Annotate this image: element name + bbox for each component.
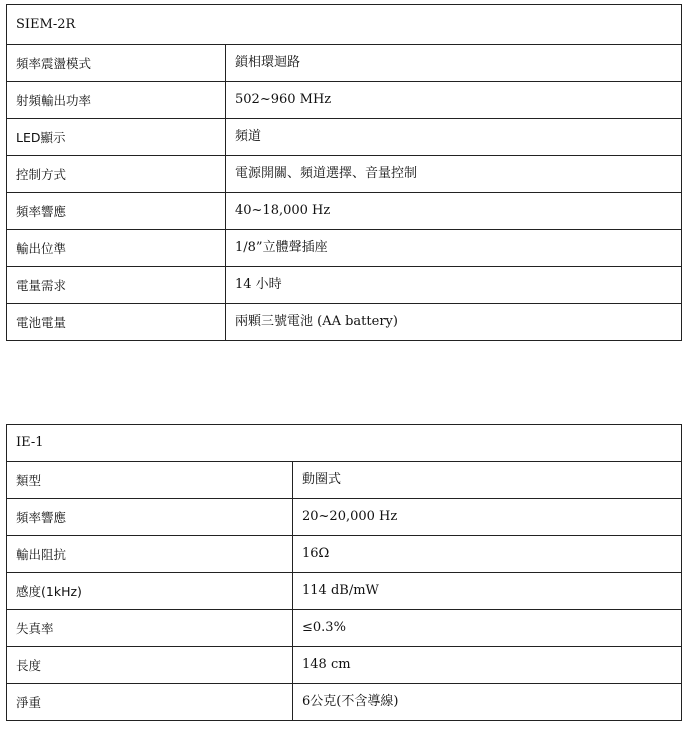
table-row: [7, 267, 682, 304]
table-title-row: [7, 5, 682, 45]
table-row: [7, 610, 682, 647]
spec-value: 電源開關、頻道選擇、音量控制: [226, 156, 682, 193]
spec-value: ≤0.3%: [293, 610, 682, 647]
table-row: [7, 499, 682, 536]
table-row: [7, 230, 682, 267]
siem-2r-spec-table: [6, 4, 682, 341]
spec-value: 20~20,000 Hz: [293, 499, 682, 536]
spec-value: 1/8”立體聲插座: [226, 230, 682, 267]
table-row: [7, 536, 682, 573]
table-row: [7, 45, 682, 82]
table-row: [7, 684, 682, 721]
spec-label: 輸出阻抗: [7, 536, 293, 573]
spec-value: 6公克(不含導線): [293, 684, 682, 721]
table-row: [7, 156, 682, 193]
spec-label: 射頻輸出功率: [7, 82, 226, 119]
spec-label: 感度(1kHz): [7, 573, 293, 610]
table-title: IE-1: [7, 425, 682, 462]
table-title-row: [7, 425, 682, 462]
table-title: SIEM-2R: [7, 5, 682, 45]
table-row: [7, 193, 682, 230]
spec-label: 類型: [7, 462, 293, 499]
spec-value: 鎖相環迴路: [226, 45, 682, 82]
spec-label: 淨重: [7, 684, 293, 721]
spec-label: 電量需求: [7, 267, 226, 304]
table-row: [7, 573, 682, 610]
spec-label: 頻率震盪模式: [7, 45, 226, 82]
spec-value: 40~18,000 Hz: [226, 193, 682, 230]
table-row: [7, 119, 682, 156]
table-row: [7, 82, 682, 119]
spec-value: 動圈式: [293, 462, 682, 499]
spec-label: 頻率響應: [7, 499, 293, 536]
table-row: [7, 304, 682, 341]
spec-value: 14 小時: [226, 267, 682, 304]
spec-label: 頻率響應: [7, 193, 226, 230]
spec-label: 長度: [7, 647, 293, 684]
spec-label: 輸出位準: [7, 230, 226, 267]
spec-value: 頻道: [226, 119, 682, 156]
spec-value: 114 dB/mW: [293, 573, 682, 610]
spec-value: 148 cm: [293, 647, 682, 684]
spec-value: 兩顆三號電池 (AA battery): [226, 304, 682, 341]
ie-1-spec-table: [6, 424, 682, 721]
table-row: [7, 462, 682, 499]
spec-value: 502~960 MHz: [226, 82, 682, 119]
spec-label: 電池電量: [7, 304, 226, 341]
table-row: [7, 647, 682, 684]
spec-label: LED顯示: [7, 119, 226, 156]
spec-label: 控制方式: [7, 156, 226, 193]
spec-label: 失真率: [7, 610, 293, 647]
spec-value: 16Ω: [293, 536, 682, 573]
